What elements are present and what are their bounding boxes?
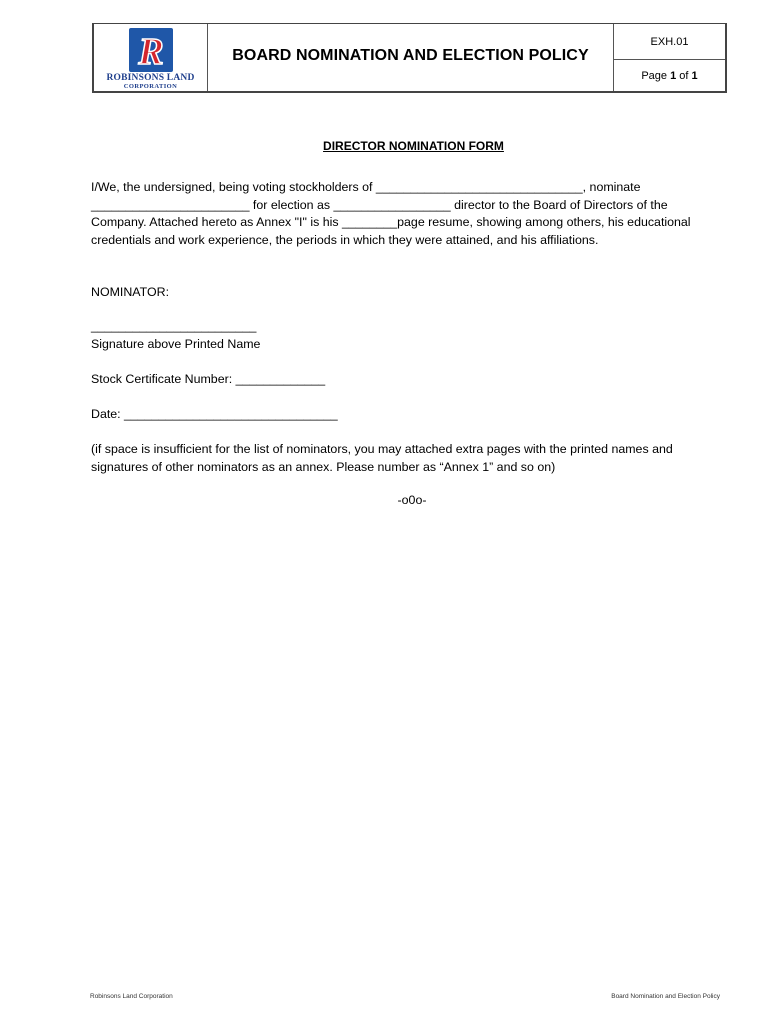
note-line-2: signatures of other nominators as an annex. Please number as “Annex 1” and so on) [91, 459, 556, 474]
form-title: DIRECTOR NOMINATION FORM [323, 139, 504, 153]
footer-left: Robinsons Land Corporation [90, 993, 173, 1000]
end-mark: -o0o- [397, 493, 427, 507]
page-of: of [679, 69, 689, 82]
page-current: 1 [670, 69, 677, 82]
page-number [614, 60, 725, 91]
intro-line-1: I/We, the undersigned, being voting stockholders of ______________________________, nominate [91, 180, 641, 194]
doc-code: EXH.01 [614, 24, 725, 60]
stock-certificate-field[interactable]: Stock Certificate Number: _____________ [91, 372, 326, 386]
intro-line-2: _______________________ for election as _________________ director to the Board of Directors of the [91, 197, 668, 212]
footer-right: Board Nomination and Election Policy [611, 993, 720, 1000]
signature-line[interactable]: ________________________ [91, 319, 257, 333]
robinsons-logo-icon [129, 28, 173, 72]
title-cell [208, 24, 614, 91]
note-paragraph [91, 441, 716, 476]
meta-cell [614, 24, 725, 91]
intro-paragraph [91, 179, 716, 249]
page-total: 1 [691, 69, 698, 82]
logo-company-sub: CORPORATION [123, 83, 178, 90]
nominator-label: NOMINATOR: [91, 285, 170, 299]
logo-company-name: ROBINSONS LAND [106, 73, 195, 83]
date-field[interactable]: Date: _______________________________ [91, 407, 338, 421]
page-prefix: Page [641, 69, 668, 82]
note-line-1: (if space is insufficient for the list of nominators, you may attached extra pages with the printed names and [91, 442, 673, 456]
intro-line-4: credentials and work experience, the periods in which they were attained, and his affiliations. [91, 232, 599, 247]
svg-text:R: R [137, 31, 164, 72]
document-header [92, 23, 727, 93]
signature-label: Signature above Printed Name [91, 337, 261, 351]
intro-line-3: Company. Attached hereto as Annex "I" is his ________page resume, showing among others, his educational [91, 215, 691, 229]
logo-cell [94, 24, 208, 91]
page-title: BOARD NOMINATION AND ELECTION POLICY [232, 46, 589, 64]
